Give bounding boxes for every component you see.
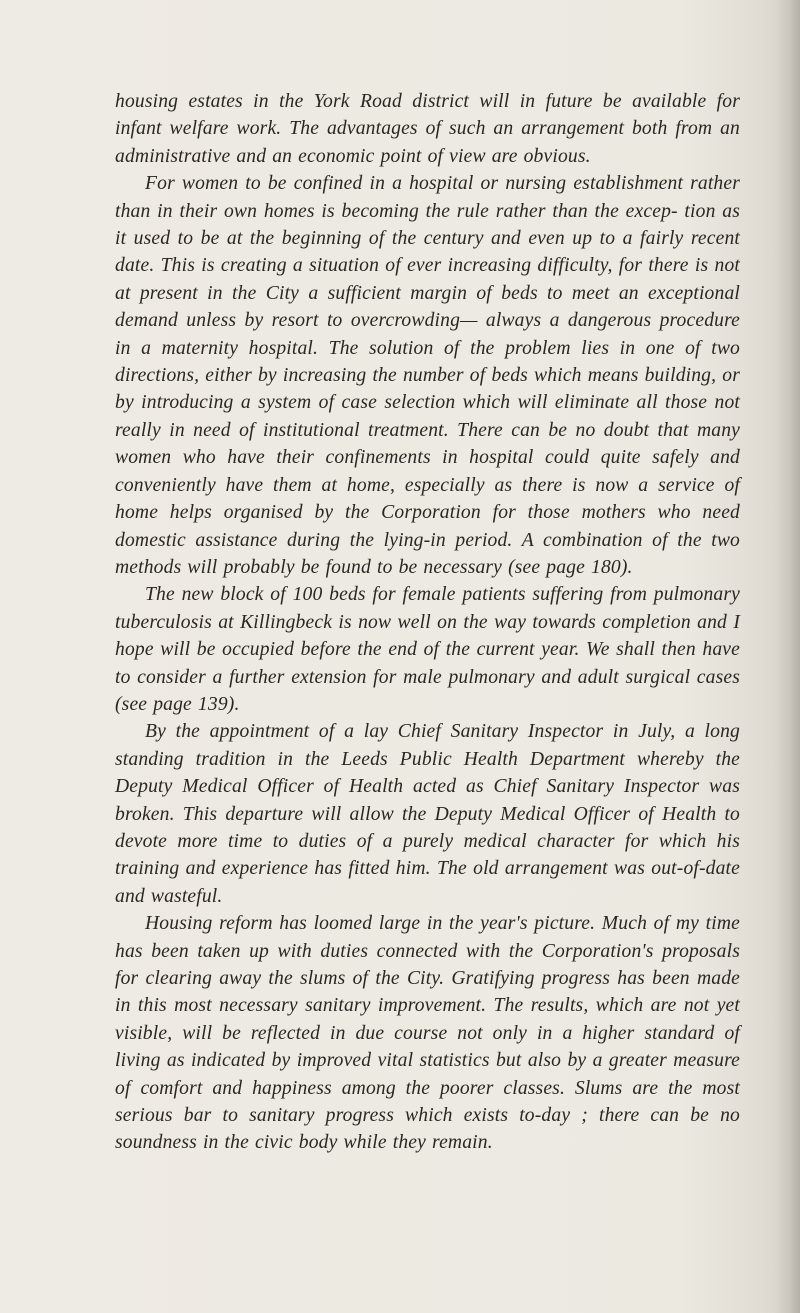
body-text [115, 88, 740, 1157]
paragraph-sanitary-inspector: By the appointment of a lay Chief Sanitary Inspector in July, a long standing tradition in the Leeds Public Health Department whereby the Deputy Medical Officer of Health acted as Chief Sanitary Inspector was broken. This departure will allow the Deputy Medical Officer of Health to devote more time to duties of a purely medical character for which his training and experience has fitted him. The old arrangement was out-of-date and wasteful. [115, 721, 740, 907]
paragraph-tuberculosis: The new block of 100 beds for female patients suffering from pulmonary tuberculosis at Killingbeck is now well on the way towards completion and I hope will be occupied before the end of the current year. We shall then have to consider a further extension for male pulmonary and adult surgical cases (see page 139). [115, 584, 740, 715]
paragraph-continuation: housing estates in the York Road district will in future be available for infant welfare work. The advantages of such an arrangement both from an administrative and an economic point of view are obvious. [115, 91, 740, 167]
page-edge-shadow [774, 0, 800, 1313]
paragraph-maternity: For women to be confined in a hospital or nursing establishment rather than in their own homes is becoming the rule rather than the excep- tion as it used to be at the beginning of the century and even up to a fairly recent date. This is creating a situation of ever increasing difficulty, for there is not at present in the City a sufficient margin of beds to meet an exceptional demand unless by resort to overcrowding— always a dangerous procedure in a maternity hospital. The solution of the problem lies in one of two directions, either by increasing the number of beds which means building, or by introducing a system of case selection which will eliminate all those not really in need of institutional treatment. There can be no doubt that many women who have their confinements in hospital could quite safely and conveniently have them at home, especially as there is now a service of home helps organised by the Corporation for those mothers who need domestic assistance during the lying-in period. A combination of the two methods will probably be found to be necessary (see page 180). [115, 173, 740, 578]
paragraph-housing-reform: Housing reform has loomed large in the year's picture. Much of my time has been taken up with duties connected with the Corporation's proposals for clearing away the slums of the City. Gratifying progress has been made in this most necessary sanitary improvement. The results, which are not yet visible, will be reflected in due course not only in a higher standard of living as indicated by improved vital statistics but also by a greater measure of comfort and happiness among the poorer classes. Slums are the most serious bar to sanitary progress which exists to-day ; there can be no soundness in the civic body while they remain. [115, 913, 740, 1154]
